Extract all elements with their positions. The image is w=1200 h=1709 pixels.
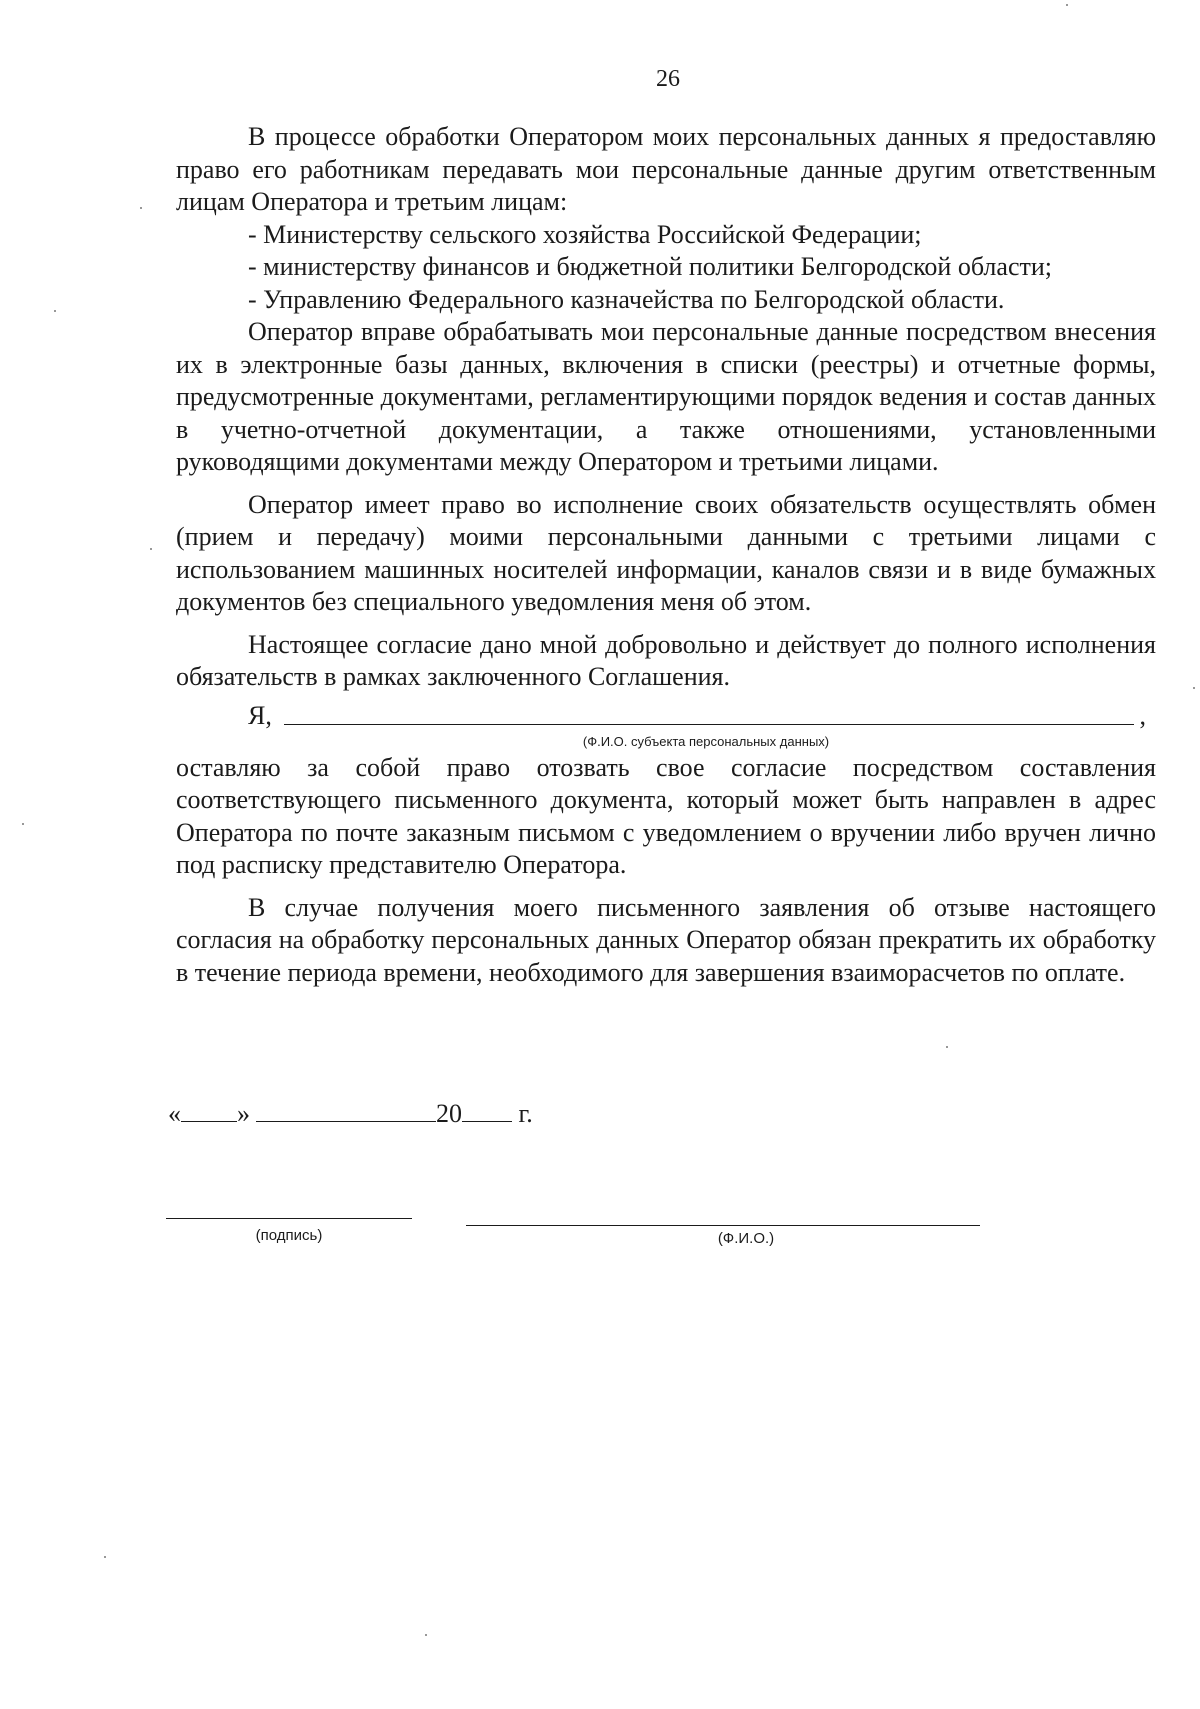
date-close-quote: » <box>237 1099 250 1128</box>
scan-speck <box>1193 687 1195 689</box>
year-blank[interactable] <box>462 1095 512 1122</box>
paragraph-transfer-rights: В процессе обработки Оператором моих персональных данных я предоставляю право его работникам передавать мои персональные данные другим ответственным лицам Оператора и третьим лицам: <box>176 122 1156 216</box>
scan-speck <box>22 823 24 825</box>
document-body <box>176 121 1156 989</box>
paragraph-withdrawal-consequence: В случае получения моего письменного заявления об отзыве настоящего согласия на обработку персональных данных Оператор обязан прекратить их обработку в течение периода времени, необходимого для завершения взаиморасчетов по оплате. <box>176 892 1156 987</box>
subject-name-blank[interactable] <box>284 724 1134 725</box>
paragraph-data-exchange: Оператор имеет право во исполнение своих обязательств осуществлять обмен (прием и передачу) моими персональными данными с третьими лицами с использованием машинных носителей информации, каналов связи и в виде бумажных документов без специального уведомления меня об этом. <box>176 489 1156 616</box>
year-prefix: 20 <box>436 1099 462 1128</box>
signature-caption: (подпись) <box>255 1227 323 1244</box>
scan-speck <box>946 1046 948 1048</box>
date-line <box>168 1095 533 1129</box>
scan-speck <box>104 1556 106 1558</box>
scan-speck <box>54 310 56 312</box>
scan-speck <box>1066 4 1068 6</box>
subject-prefix: Я, <box>248 700 272 730</box>
name-caption: (Ф.И.О.) <box>717 1230 775 1247</box>
scan-speck <box>140 207 142 209</box>
subject-name-line <box>176 700 1156 734</box>
paragraph-consent-validity: Настоящее согласие дано мной добровольно и действует до полного исполнения обязательств в рамках заключенного Соглашения. <box>176 629 1156 691</box>
scan-speck <box>425 1634 427 1636</box>
page-number: 26 <box>656 66 680 92</box>
day-blank[interactable] <box>181 1095 237 1122</box>
scan-speck <box>150 548 152 550</box>
month-blank[interactable] <box>256 1095 436 1122</box>
name-line[interactable] <box>466 1225 980 1226</box>
paragraph-processing-methods: Оператор вправе обрабатывать мои персональные данные посредством внесения их в электронные базы данных, включения в списки (реестры) и отчетные формы, предусмотренные документами, регламентирующими порядок ведения и состав данных в учетно-отчетной документации, а также отношениями, установленными руководящими документами между Оператором и третьими лицами. <box>176 317 1156 476</box>
signature-line[interactable] <box>166 1218 412 1219</box>
subject-suffix: , <box>1139 700 1146 730</box>
year-suffix: г. <box>518 1099 533 1128</box>
list-item-treasury: - Управлению Федерального казначейства по Белгородской области. <box>248 284 1005 314</box>
paragraph-withdrawal-right: оставляю за собой право отозвать свое согласие посредством составления соответствующего письменного документа, который может быть направлен в адрес Оператора по почте заказным письмом с уведомлением о вручении либо вручен лично под расписку представителю Оператора. <box>176 752 1156 879</box>
list-item-ministry-finance: - министерству финансов и бюджетной политики Белгородской области; <box>248 252 1052 281</box>
date-open-quote: « <box>168 1099 181 1128</box>
subject-name-caption: (Ф.И.О. субъекта персональных данных) <box>582 733 830 749</box>
list-item-ministry-agriculture: - Министерству сельского хозяйства Российской Федерации; <box>248 219 922 249</box>
